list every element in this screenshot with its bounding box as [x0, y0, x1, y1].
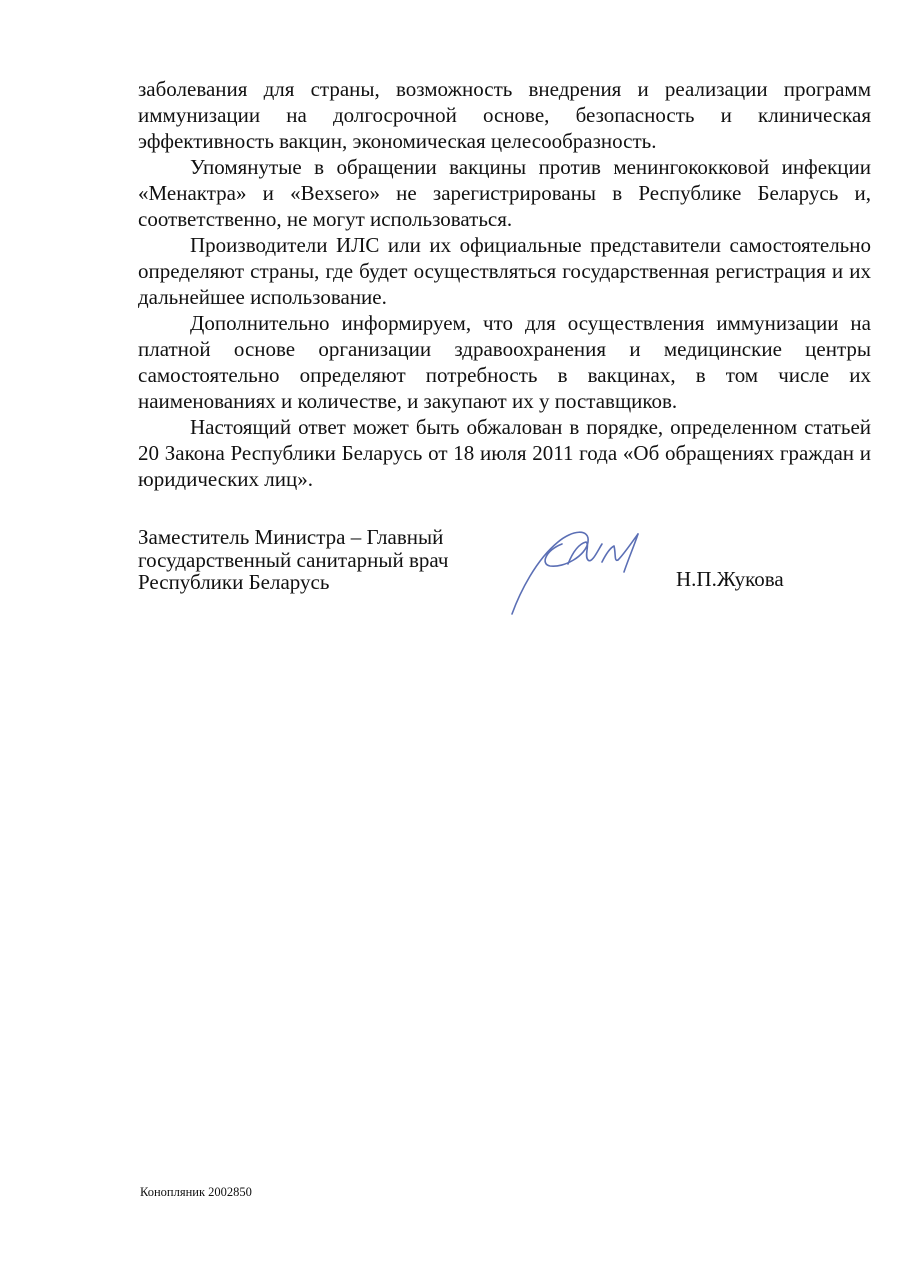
signer-title-line: Республики Беларусь [138, 570, 330, 594]
signer-title [138, 526, 448, 594]
handwritten-signature [506, 520, 666, 620]
paragraph-paid-immunization: Дополнительно информируем, что для осуществления иммунизации на платной основе организации здравоохранения и медицинские центры самостоятельно определяют потребность в вакцинах, в том числе их наименованиях и количестве, и закупают их у поставщиков. [138, 311, 871, 413]
signer-title-line: Заместитель Министра – Главный [138, 525, 444, 549]
signer-name: Н.П.Жукова [676, 567, 784, 591]
paragraph-appeal-notice: Настоящий ответ может быть обжалован в порядке, определенном статьей 20 Закона Республики Беларусь от 18 июля 2011 года «Об обращениях граждан и юридических лиц». [138, 415, 871, 491]
paragraph-unregistered-vaccines: Упомянутые в обращении вакцины против менингококковой инфекции «Менактра» и «Bexsero» не зарегистрированы в Республике Беларусь и, соответственно, не могут использоваться. [138, 155, 871, 231]
signature-block [138, 526, 878, 626]
paragraph-manufacturers: Производители ИЛС или их официальные представители самостоятельно определяют страны, где будет осуществляться государственная регистрация и их дальнейшее использование. [138, 233, 871, 309]
signer-title-line: государственный санитарный врач [138, 547, 449, 572]
paragraph-continuation: заболевания для страны, возможность внедрения и реализации программ иммунизации на долгосрочной основе, безопасность и клиническая эффективность вакцин, экономическая целесообразность. [138, 77, 871, 153]
executor-note: Конопляник 2002850 [140, 1185, 252, 1199]
letter-body [138, 76, 871, 492]
